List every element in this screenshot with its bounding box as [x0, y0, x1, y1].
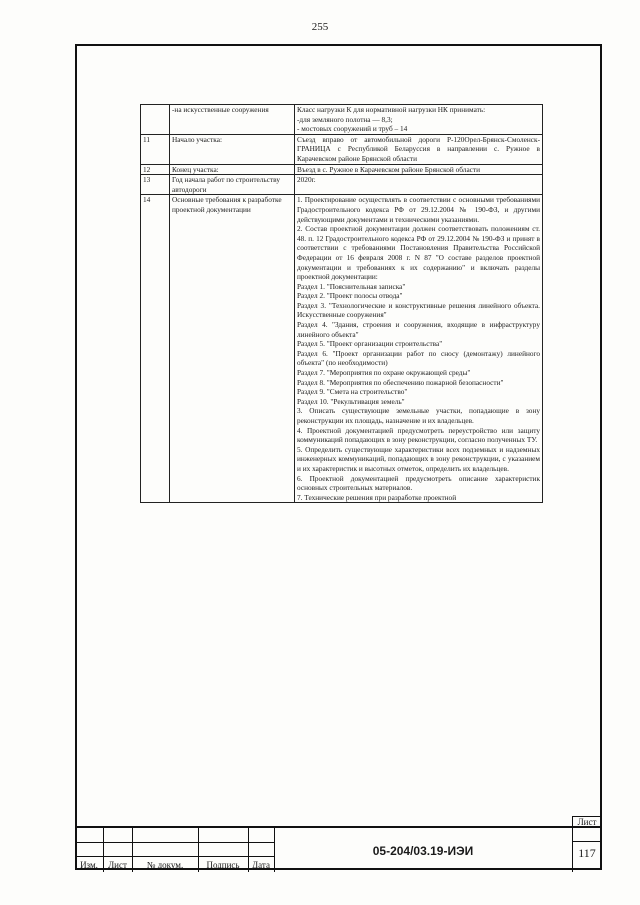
change-label: Изм.	[80, 860, 98, 870]
signature-label: Подпись	[206, 860, 240, 870]
date-label: Дата	[252, 860, 270, 870]
table-row	[141, 105, 543, 135]
value-paragraph: - мостовых сооружений и труб – 14	[297, 124, 408, 134]
value-paragraph: Раздел 3. "Технологические и конструктивные решения линейного объекта. Искусственные сооружения"	[297, 300, 540, 320]
row-value	[295, 164, 543, 175]
divider	[572, 841, 602, 842]
row-number: 13	[141, 175, 170, 195]
row-name: Начало участка:	[170, 134, 295, 164]
value-paragraph: 5. Определить существующие характеристики всех подземных и надземных инженерных коммуникаций, попадающих в зону реконструкции, с указанием и их характеристик и высотных отметок, определить их владельцев.	[297, 444, 540, 473]
document-code: 05-204/03.19-ИЭИ	[372, 844, 474, 858]
title-block	[75, 817, 602, 872]
value-paragraph: 3. Описать существующие земельные участки, попадающие в зону реконструкции их площадь, назначение и их владельцев.	[297, 406, 540, 425]
row-name: Основные требования к разработке проектной документации	[170, 195, 295, 503]
divider	[75, 856, 274, 857]
value-paragraph: 7. Технические решения при разработке проектной	[297, 492, 457, 502]
row-name: Год начала работ по строительству автодороги	[170, 175, 295, 195]
page-number: 255	[311, 21, 329, 33]
value-paragraph: 1. Проектирование осуществлять в соответствии с основными требованиями Градостроительного кодекса РФ от 29.12.2004 № 190-ФЗ, и другими действующими документами и техническими указаниями.	[297, 195, 540, 224]
row-value	[295, 195, 543, 503]
value-paragraph: Раздел 9. "Смета на строительство"	[297, 387, 408, 397]
requirements-table	[140, 104, 543, 503]
value-paragraph: Класс нагрузки К для нормативной нагрузки НК принимать:	[297, 105, 486, 114]
row-name: Конец участка:	[170, 164, 295, 175]
document-number-label: № докум.	[146, 860, 184, 870]
row-value	[295, 105, 543, 135]
value-paragraph: 2020г.	[297, 175, 316, 185]
table-row	[141, 164, 543, 175]
divider	[75, 842, 274, 843]
value-paragraph: Раздел 7. "Мероприятия по охране окружающей среды"	[297, 368, 471, 378]
row-name: -на искусственные сооружения	[170, 105, 295, 135]
value-paragraph: Раздел 10. "Рекультивация земель"	[297, 396, 405, 406]
sheet-col-label: Лист	[108, 860, 127, 870]
row-value	[295, 134, 543, 164]
value-paragraph: Раздел 8. "Мероприятия по обеспечению пожарной безопасности"	[297, 377, 504, 387]
value-paragraph: Раздел 2. "Проект полосы отвода"	[297, 291, 403, 301]
sheet-number: 117	[578, 846, 596, 860]
value-paragraph: Раздел 1. "Пояснительная записка"	[297, 281, 406, 291]
value-paragraph: Раздел 6. "Проект организации работ по сносу (демонтажу) линейного объекта" (по необходимости)	[297, 348, 540, 368]
table-row	[141, 195, 543, 503]
row-number	[141, 105, 170, 135]
value-paragraph: Раздел 5. "Проект организации строительства"	[297, 339, 443, 349]
value-paragraph: 6. Проектной документацией предусмотреть описание характеристик основных строительных материалов.	[297, 473, 540, 493]
value-paragraph: -для земляного полотна — 8,3;	[297, 114, 393, 124]
value-paragraph: Въезд в с. Ружное в Карачевском районе Брянской области	[297, 164, 481, 174]
value-paragraph: 2. Состав проектной документации должен соответствовать положениям ст. 48. п. 12 Градостроительного кодекса РФ от 29.12.2004 № 190-ФЗ и принят в соответствии с требованиями Постановления Правительства Российской Федерации от 16 февраля 2008 г. N 87 "О составе разделов проектной документации и требованиях к их содержанию" и включать разделы проектной документации:	[297, 224, 540, 282]
row-number: 14	[141, 195, 170, 503]
sheet-label: Лист	[577, 817, 597, 827]
row-value	[295, 175, 543, 195]
value-paragraph: Съезд вправо от автомобильной дороги Р-120Орел-Брянск-Смоленск-ГРАНИЦА с Республикой Беларуссия в направлении с. Ружное в Карачевском районе Брянской области	[297, 134, 540, 163]
table-row	[141, 175, 543, 195]
value-paragraph: 4. Проектной документацией предусмотреть переустройство или защиту коммуникаций попадающих в зону реконструкции, согласно полученных ТУ.	[297, 425, 540, 445]
value-paragraph: Раздел 4. "Здания, строения и сооружения, входящие в инфраструктуру линейного объекта"	[297, 320, 540, 339]
table-row	[141, 134, 543, 164]
row-number: 11	[141, 134, 170, 164]
row-number: 12	[141, 164, 170, 175]
